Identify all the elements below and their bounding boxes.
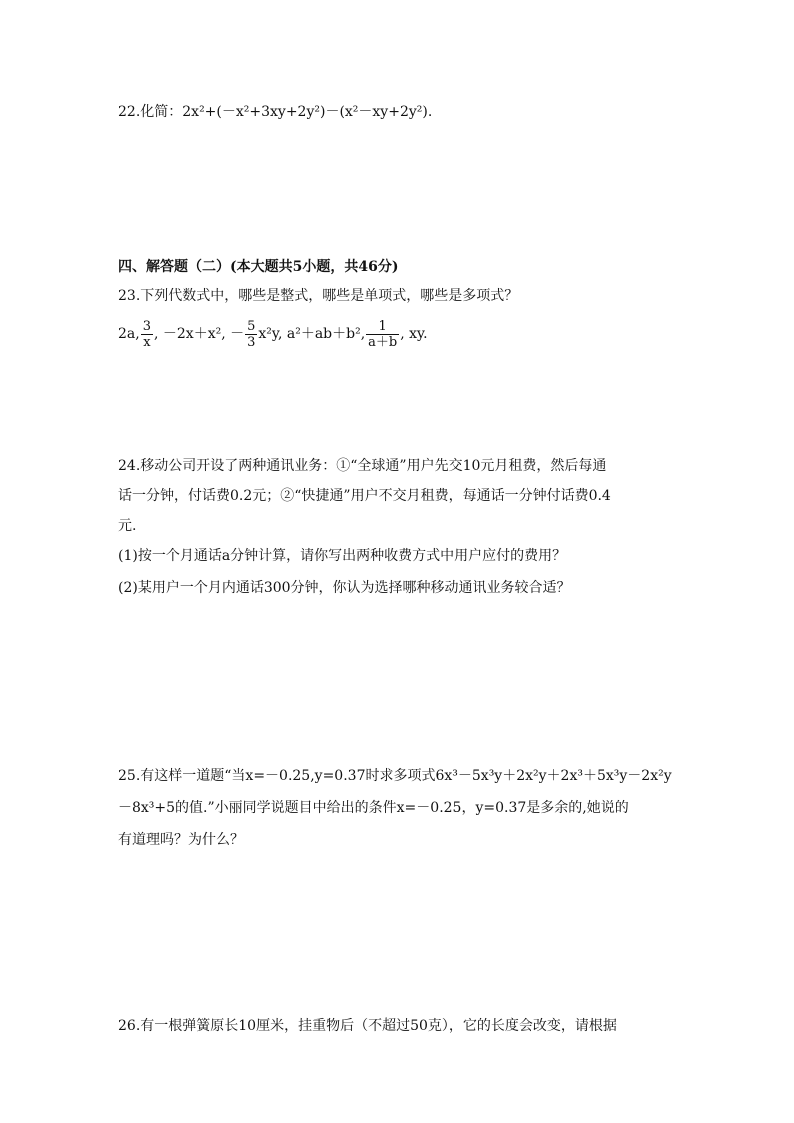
q25-line-1: 25.有这样一道题“当x=－0.25,y=0.37时求多项式6x³－5x³y＋2x²y＋2x³＋5x³y－2x²y (118, 768, 672, 784)
q24-sub-1: (1)按一个月通话a分钟计算，请你写出两种收费方式中用户应付的费用？ (118, 548, 567, 564)
q23-expressions (118, 314, 428, 354)
q26-line-1: 26.有一根弹簧原长10厘米，挂重物后（不超过50克），它的长度会改变，请根据 (118, 1018, 617, 1034)
q25-line-2: －8x³+5的值.”小丽同学说题目中给出的条件x=－0.25，y=0.37是多余的,她说的 (118, 800, 629, 816)
fraction-numerator: 5 (247, 318, 256, 334)
q24-line-3: 元. (118, 518, 137, 534)
fraction-1-over-a-plus-b (366, 319, 399, 350)
q24-sub-2: (2)某用户一个月内通话300分钟，你认为选择哪种移动通讯业务较合适？ (118, 580, 571, 596)
q22-text: 22.化简：2x²+(－x²+3xy+2y²)－(x²－xy+2y²). (118, 104, 433, 120)
fraction-denominator: x (141, 334, 153, 350)
q24-line-2: 话一分钟，付话费0.2元；②“快捷通”用户不交月租费，每通话一分钟付话费0.4 (118, 488, 611, 504)
fraction-numerator: 1 (378, 318, 387, 334)
expr-polynomial-1: , －2x＋x², － (154, 326, 245, 342)
section-heading: 四、解答题（二）(本大题共5小题，共46分) (118, 259, 399, 275)
fraction-denominator: a＋b (368, 334, 398, 350)
q24-line-1: 24.移动公司开设了两种通讯业务：①“全球通”用户先交10元月租费，然后每通 (118, 458, 607, 474)
expr-xy: , xy. (400, 326, 428, 342)
fraction-3-over-x (141, 319, 153, 350)
expr-monomial-and-poly: x²y, a²＋ab＋b², (258, 326, 366, 342)
q25-line-3: 有道理吗？为什么？ (118, 832, 244, 848)
expr-2a: 2a, (118, 326, 140, 342)
fraction-denominator: 3 (247, 334, 256, 350)
q23-prompt: 23.下列代数式中，哪些是整式，哪些是单项式，哪些是多项式？ (118, 288, 519, 304)
fraction-numerator: 3 (142, 318, 151, 334)
fraction-5-over-3 (245, 319, 257, 350)
